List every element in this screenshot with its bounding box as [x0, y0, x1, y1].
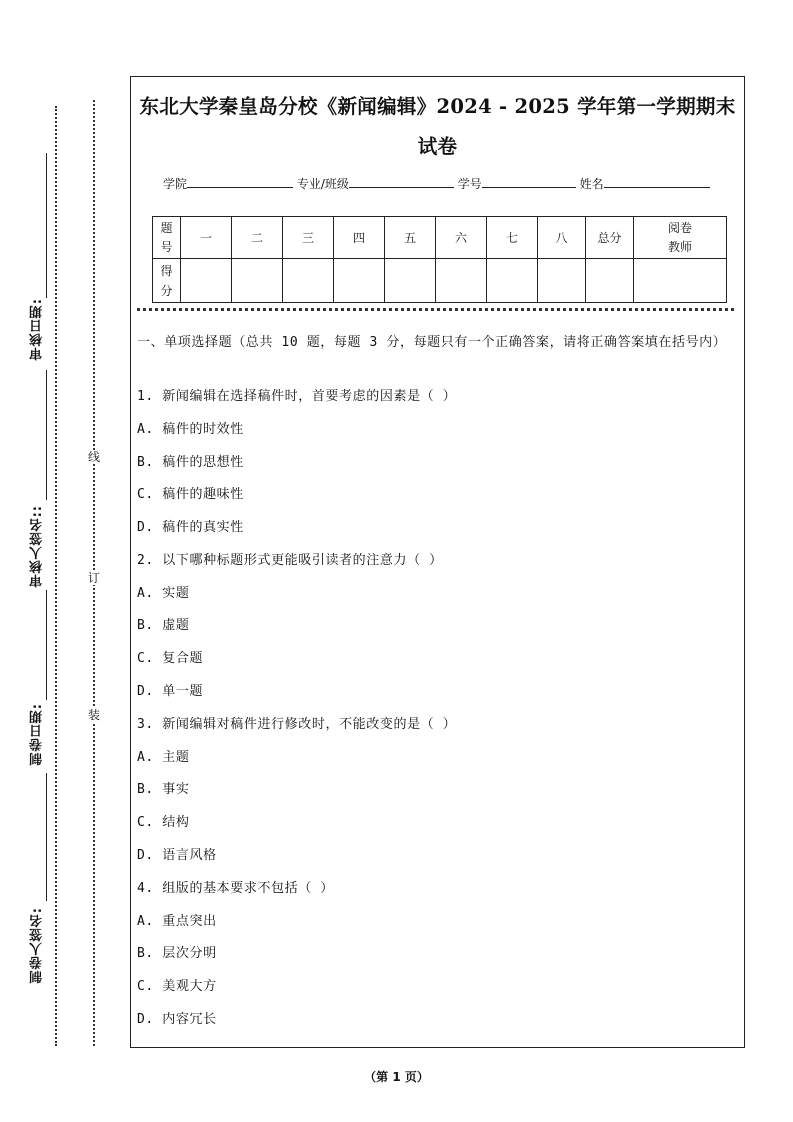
header-part-7: 七 — [487, 217, 538, 259]
score-cell-total[interactable] — [586, 259, 634, 303]
exam-title-line1: 东北大学秦皇岛分校《新闻编辑》2024 - 2025 学年第一学期期末 — [139, 95, 736, 118]
review-date-blank[interactable] — [46, 153, 47, 298]
score-cell[interactable] — [232, 259, 283, 303]
question-option[interactable]: C. 结构 — [137, 815, 190, 830]
name-label: 姓名 — [579, 177, 604, 191]
review-date-label: 审核日期: — [30, 298, 45, 361]
question-option[interactable]: B. 事实 — [137, 782, 190, 797]
question-option[interactable]: A. 实题 — [137, 586, 190, 601]
question-option[interactable]: A. 稿件的时效性 — [137, 422, 244, 437]
fold-char: 装 — [87, 708, 100, 722]
major-class-label: 专业/班级 — [296, 177, 349, 191]
header-part-4: 四 — [334, 217, 385, 259]
header-part-3: 三 — [283, 217, 334, 259]
question-option[interactable]: D. 内容冗长 — [137, 1012, 217, 1027]
score-cell[interactable] — [334, 259, 385, 303]
score-cell[interactable] — [283, 259, 334, 303]
header-question-number: 题号 — [153, 217, 181, 259]
name-blank[interactable] — [604, 176, 710, 188]
question-option[interactable]: C. 复合题 — [137, 651, 204, 666]
score-cell[interactable] — [538, 259, 586, 303]
exam-frame — [130, 76, 745, 1048]
header-part-6: 六 — [436, 217, 487, 259]
score-cell[interactable] — [436, 259, 487, 303]
score-table — [152, 216, 727, 303]
question-stem: 2. 以下哪种标题形式更能吸引读者的注意力（ ） — [137, 553, 443, 568]
page-number: （第 1 页） — [364, 1070, 429, 1084]
reviewer-signature-blank[interactable] — [46, 370, 47, 500]
student-id-label: 学号 — [457, 177, 482, 191]
question-option[interactable]: B. 虚题 — [137, 618, 190, 633]
reviewer-signature-label: 审核人签名:: — [30, 505, 45, 588]
make-date-blank[interactable] — [46, 590, 47, 700]
question-option[interactable]: D. 稿件的真实性 — [137, 520, 244, 535]
header-part-1: 一 — [181, 217, 232, 259]
question-stem: 4. 组版的基本要求不包括（ ） — [137, 881, 334, 896]
bind-char: 订 — [87, 571, 100, 585]
line-char: 线 — [87, 450, 100, 464]
exam-title-line2: 试卷 — [417, 135, 458, 158]
question-option[interactable]: C. 美观大方 — [137, 979, 217, 994]
header-total: 总分 — [586, 217, 634, 259]
question-option[interactable]: A. 重点突出 — [137, 914, 217, 929]
header-grader: 阅卷教师 — [634, 217, 727, 259]
question-option[interactable]: D. 语言风格 — [137, 848, 217, 863]
major-class-blank[interactable] — [349, 176, 454, 188]
question-option[interactable]: B. 层次分明 — [137, 946, 217, 961]
student-info-line — [163, 175, 710, 192]
score-row-header: 得分 — [153, 259, 181, 303]
maker-signature-blank[interactable] — [46, 773, 47, 901]
question-option[interactable]: D. 单一题 — [137, 684, 204, 699]
make-date-label: 制卷日期: — [30, 703, 45, 766]
left-dotted-line — [55, 106, 57, 1046]
header-part-2: 二 — [232, 217, 283, 259]
header-part-5: 五 — [385, 217, 436, 259]
question-stem: 1. 新闻编辑在选择稿件时，首要考虑的因素是（ ） — [137, 389, 457, 404]
header-part-8: 八 — [538, 217, 586, 259]
score-cell[interactable] — [487, 259, 538, 303]
question-stem: 3. 新闻编辑对稿件进行修改时，不能改变的是（ ） — [137, 717, 457, 732]
score-cell[interactable] — [385, 259, 436, 303]
question-option[interactable]: B. 稿件的思想性 — [137, 455, 244, 470]
college-blank[interactable] — [187, 176, 293, 188]
question-option[interactable]: C. 稿件的趣味性 — [137, 487, 244, 502]
dotted-separator — [137, 308, 734, 311]
college-label: 学院 — [163, 177, 188, 191]
score-cell-grader[interactable] — [634, 259, 727, 303]
question-option[interactable]: A. 主题 — [137, 750, 190, 765]
score-cell[interactable] — [181, 259, 232, 303]
maker-signature-label: 制卷人签名: — [30, 907, 45, 984]
student-id-blank[interactable] — [482, 176, 576, 188]
binding-margin — [0, 0, 125, 1122]
section-heading: 一、单项选择题（总共 10 题，每题 3 分，每题只有一个正确答案，请将正确答案填在括号内） — [137, 335, 727, 350]
